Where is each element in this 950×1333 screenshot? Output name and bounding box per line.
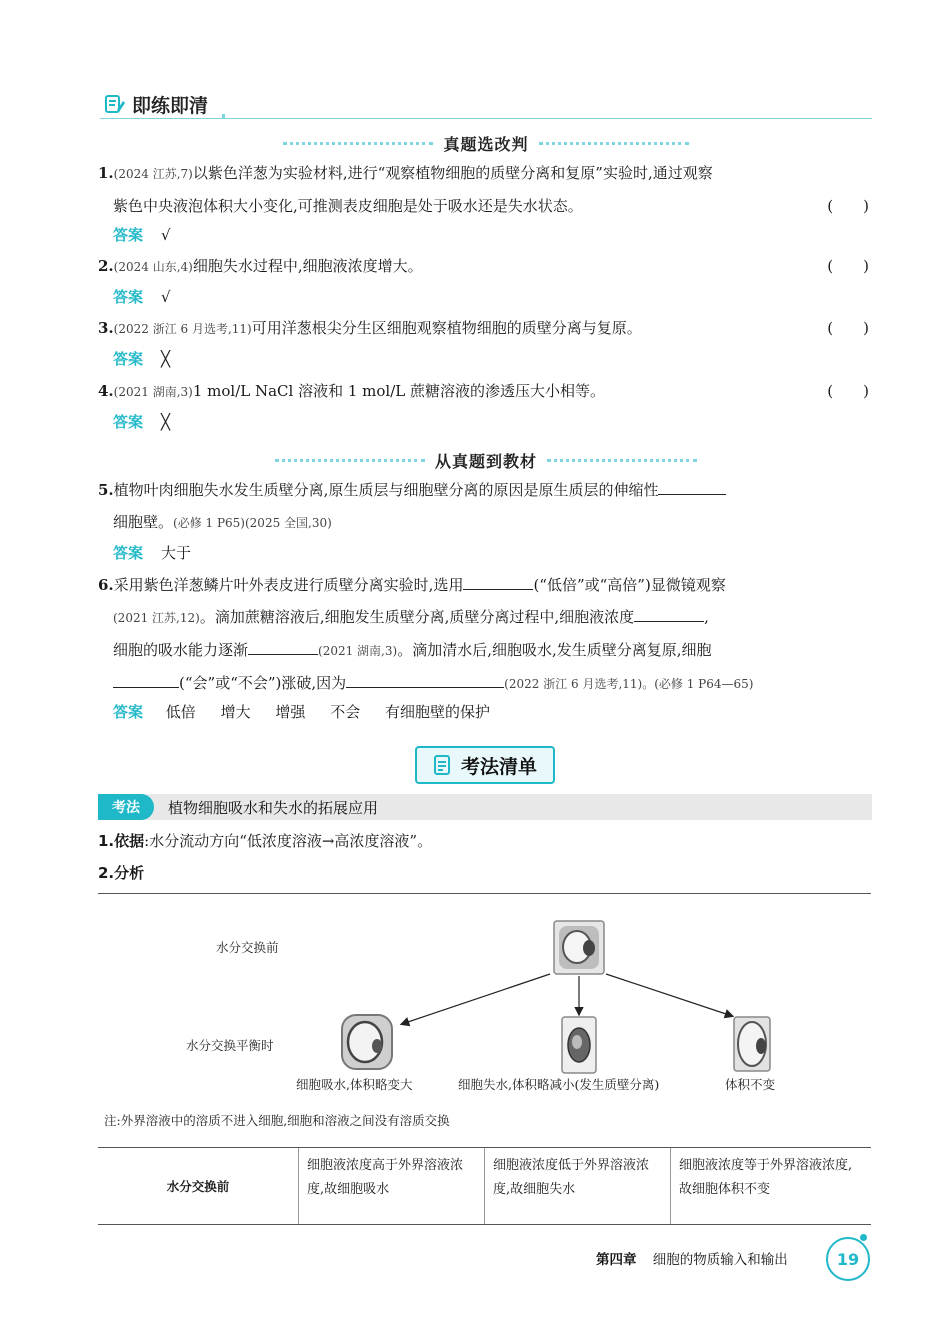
question-source: (2021 江苏,12) — [113, 611, 200, 625]
page-number: 19 — [826, 1237, 870, 1281]
question-text: 细胞失水过程中,细胞液浓度增大。 — [192, 257, 423, 275]
question-5 — [98, 474, 873, 539]
table-cell: 细胞液浓度低于外界溶液浓度,故细胞失水 — [484, 1148, 670, 1224]
section-title-text: 真题选改判 — [443, 134, 529, 154]
answer-label: 答案 — [113, 413, 144, 431]
kaofa-band-text: 植物细胞吸水和失水的拓展应用 — [168, 798, 379, 817]
section-title-jiaocai — [100, 448, 872, 472]
point-text: :水分流动方向“低浓度溶液→高浓度溶液”。 — [144, 832, 433, 850]
answer-label: 答案 — [113, 288, 144, 306]
chapter-title: 细胞的物质输入和输出 — [652, 1252, 788, 1268]
answer-5 — [113, 538, 191, 568]
answer-value: 低倍 — [165, 703, 196, 721]
answer-2 — [113, 282, 171, 312]
section-title-zhenti — [100, 131, 872, 155]
answer-paren: ( ) — [827, 257, 869, 275]
question-text: (“低倍”或“高倍”)显微镜观察 — [533, 576, 726, 594]
answer-3 — [113, 344, 170, 374]
question-2 — [98, 250, 873, 283]
question-text: 细胞壁。 — [113, 513, 174, 531]
question-text: 可用洋葱根尖分生区细胞观察植物细胞的质壁分离与复原。 — [251, 319, 642, 337]
kaofa-point-2: 2.分析 — [98, 864, 145, 882]
answer-6 — [113, 697, 490, 727]
comparison-table — [98, 1147, 871, 1225]
question-source: (必修 1 P65)(2025 全国,30) — [173, 516, 332, 530]
chapter-label: 第四章 — [596, 1252, 637, 1268]
question-number: 3. — [98, 319, 114, 337]
question-4 — [98, 375, 873, 408]
question-text: , — [704, 608, 709, 626]
answer-paren: ( ) — [827, 382, 869, 400]
diagram-arrows — [390, 970, 750, 1030]
kaofa-tag: 考法 — [98, 794, 154, 820]
question-text: 紫色中央液泡体积大小变化,可推测表皮细胞是处于吸水还是失水状态。 — [113, 197, 583, 215]
answer-value: 不会 — [330, 703, 361, 721]
diagram-top-rule — [98, 893, 871, 894]
header-tab — [96, 90, 222, 118]
kaofa-title: 考法清单 — [460, 755, 537, 778]
question-text: 1 mol/L NaCl 溶液和 1 mol/L 蔗糖溶液的渗透压大小相等。 — [192, 382, 606, 400]
dotted-rule — [283, 142, 433, 145]
answer-4 — [113, 407, 170, 437]
question-text: (“会”或“不会”)涨破,因为 — [179, 674, 347, 692]
question-text: 细胞的吸水能力逐渐 — [113, 641, 249, 659]
section-title-text: 从真题到教材 — [434, 451, 537, 471]
answer-1 — [113, 220, 171, 250]
question-number: 2. — [98, 257, 114, 275]
cell-image-before — [553, 920, 605, 975]
answer-label: 答案 — [113, 226, 144, 244]
answer-paren: ( ) — [827, 319, 869, 337]
kaofa-point-1 — [98, 830, 432, 851]
fill-blank[interactable] — [634, 605, 704, 622]
fill-blank[interactable] — [248, 638, 318, 655]
header-title: 即练即清 — [132, 94, 209, 117]
answer-value: 有细胞壁的保护 — [384, 703, 490, 721]
fill-blank[interactable] — [113, 671, 179, 688]
point-label: 1.依据 — [98, 832, 145, 850]
answer-value: √ — [161, 226, 171, 244]
fill-blank[interactable] — [463, 573, 533, 590]
question-text: 以紫色洋葱为实验材料,进行“观察植物细胞的质壁分离和复原”实验时,通过观察 — [192, 164, 713, 182]
answer-paren: ( ) — [827, 197, 869, 215]
question-source: (2024 山东,4) — [113, 260, 193, 274]
answer-value: 增强 — [275, 703, 306, 721]
question-source: (2021 湖南,3) — [318, 644, 398, 658]
answer-label: 答案 — [113, 350, 144, 368]
dotted-rule — [539, 142, 689, 145]
question-source: (2022 浙江 6 月选考,11)。(必修 1 P64—65) — [504, 677, 754, 691]
question-3 — [98, 312, 873, 345]
question-number: 1. — [98, 164, 114, 182]
question-6 — [98, 569, 873, 700]
fill-blank[interactable] — [658, 478, 726, 495]
table-cell: 细胞液浓度等于外界溶液浓度,故细胞体积不变 — [670, 1148, 871, 1224]
question-text: 。滴加清水后,细胞吸水,发生质壁分离复原,细胞 — [397, 641, 712, 659]
pencil-note-icon — [104, 93, 126, 115]
caption-unchanged: 体积不变 — [725, 1077, 776, 1092]
answer-value: ╳ — [161, 350, 171, 368]
question-source: (2022 浙江 6 月选考,11) — [113, 322, 252, 336]
question-1 — [98, 157, 873, 222]
label-before-exchange: 水分交换前 — [216, 940, 279, 955]
answer-value: ╳ — [161, 413, 171, 431]
caption-absorb: 细胞吸水,体积略变大 — [296, 1077, 413, 1092]
question-text: 采用紫色洋葱鳞片叶外表皮进行质壁分离实验时,选用 — [113, 576, 464, 594]
page-dot-icon — [860, 1234, 867, 1241]
table-cell: 细胞液浓度高于外界溶液浓度,故细胞吸水 — [298, 1148, 484, 1224]
table-header-cell: 水分交换前 — [166, 1179, 230, 1194]
answer-label: 答案 — [113, 544, 144, 562]
caption-plasmolysis: 细胞失水,体积略减小(发生质壁分离) — [458, 1077, 660, 1092]
cell-image-absorb — [341, 1014, 393, 1070]
question-source: (2021 湖南,3) — [113, 385, 193, 399]
answer-label: 答案 — [113, 703, 144, 721]
fill-blank[interactable] — [346, 671, 504, 688]
kaofa-band — [98, 794, 872, 820]
question-text: 植物叶肉细胞失水发生质壁分离,原生质层与细胞壁分离的原因是原生质层的伸缩性 — [113, 481, 659, 499]
question-number: 5. — [98, 481, 114, 499]
answer-value: 大于 — [161, 544, 192, 562]
answer-value: √ — [161, 288, 171, 306]
question-source: (2024 江苏,7) — [113, 167, 193, 181]
checklist-icon — [433, 754, 453, 776]
dotted-rule — [547, 459, 697, 462]
answer-value: 增大 — [220, 703, 251, 721]
kaofa-title-box — [415, 746, 555, 784]
dotted-rule — [275, 459, 425, 462]
question-text: 。滴加蔗糖溶液后,细胞发生质壁分离,质壁分离过程中,细胞液浓度 — [199, 608, 635, 626]
label-balance: 水分交换平衡时 — [186, 1038, 274, 1053]
diagram-note: 注:外界溶液中的溶质不进入细胞,细胞和溶液之间没有溶质交换 — [104, 1113, 450, 1128]
footer-chapter — [596, 1248, 788, 1268]
question-number: 6. — [98, 576, 114, 594]
question-number: 4. — [98, 382, 114, 400]
